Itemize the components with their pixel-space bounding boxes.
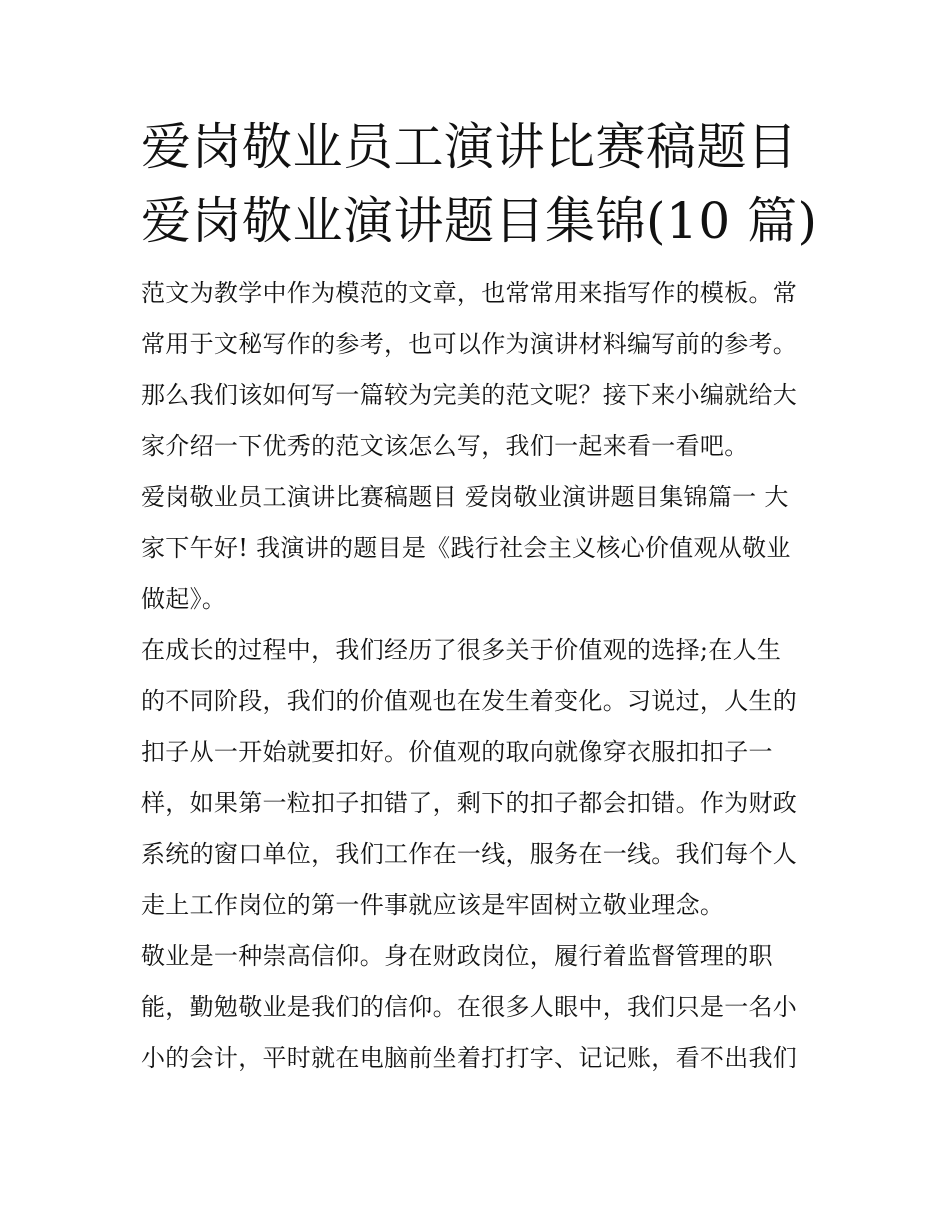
text-line: 能，勤勉敬业是我们的信仰。在很多人眼中，我们只是一名小 [141, 993, 798, 1021]
document-title [141, 110, 818, 258]
paragraph-dedication [141, 931, 813, 1084]
text-line: 家下午好! 我演讲的题目是《践行社会主义核心价值观从敬业 [141, 534, 791, 562]
title-line-1: 爱岗敬业员工演讲比赛稿题目 [141, 118, 798, 176]
text-line: 那么我们该如何写一篇较为完美的范文呢？接下来小编就给大 [141, 381, 798, 409]
text-line: 的不同阶段，我们的价值观也在发生着变化。习说过，人生的 [141, 687, 798, 715]
text-line: 范文为教学中作为模范的文章，也常常用来指写作的模板。常 [141, 279, 798, 307]
text-line: 爱岗敬业员工演讲比赛稿题目 爱岗敬业演讲题目集锦篇一 大 [141, 483, 789, 511]
text-line: 做起》。 [141, 585, 227, 613]
text-line: 敬业是一种崇高信仰。身在财政岗位，履行着监督管理的职 [141, 942, 773, 970]
text-line: 在成长的过程中，我们经历了很多关于价值观的选择;在人生 [141, 636, 782, 664]
document-page [141, 110, 818, 1084]
paragraph-values [141, 625, 813, 931]
text-line: 样，如果第一粒扣子扣错了，剩下的扣子都会扣错。作为财政 [141, 789, 798, 817]
text-line: 家介绍一下优秀的范文该怎么写，我们一起来看一看吧。 [141, 432, 749, 460]
document-body [141, 268, 813, 1084]
paragraph-intro [141, 268, 813, 472]
text-line: 小的会计，平时就在电脑前坐着打打字、记记账，看不出我们 [141, 1044, 798, 1072]
text-line: 扣子从一开始就要扣好。价值观的取向就像穿衣服扣扣子一 [141, 738, 773, 766]
title-line-2: 爱岗敬业演讲题目集锦(10 篇) [141, 192, 818, 250]
paragraph-speech-opening [141, 472, 813, 625]
text-line: 系统的窗口单位，我们工作在一线，服务在一线。我们每个人 [141, 840, 798, 868]
text-line: 走上工作岗位的第一件事就应该是牢固树立敬业理念。 [141, 891, 725, 919]
text-line: 常用于文秘写作的参考，也可以作为演讲材料编写前的参考。 [141, 330, 798, 358]
